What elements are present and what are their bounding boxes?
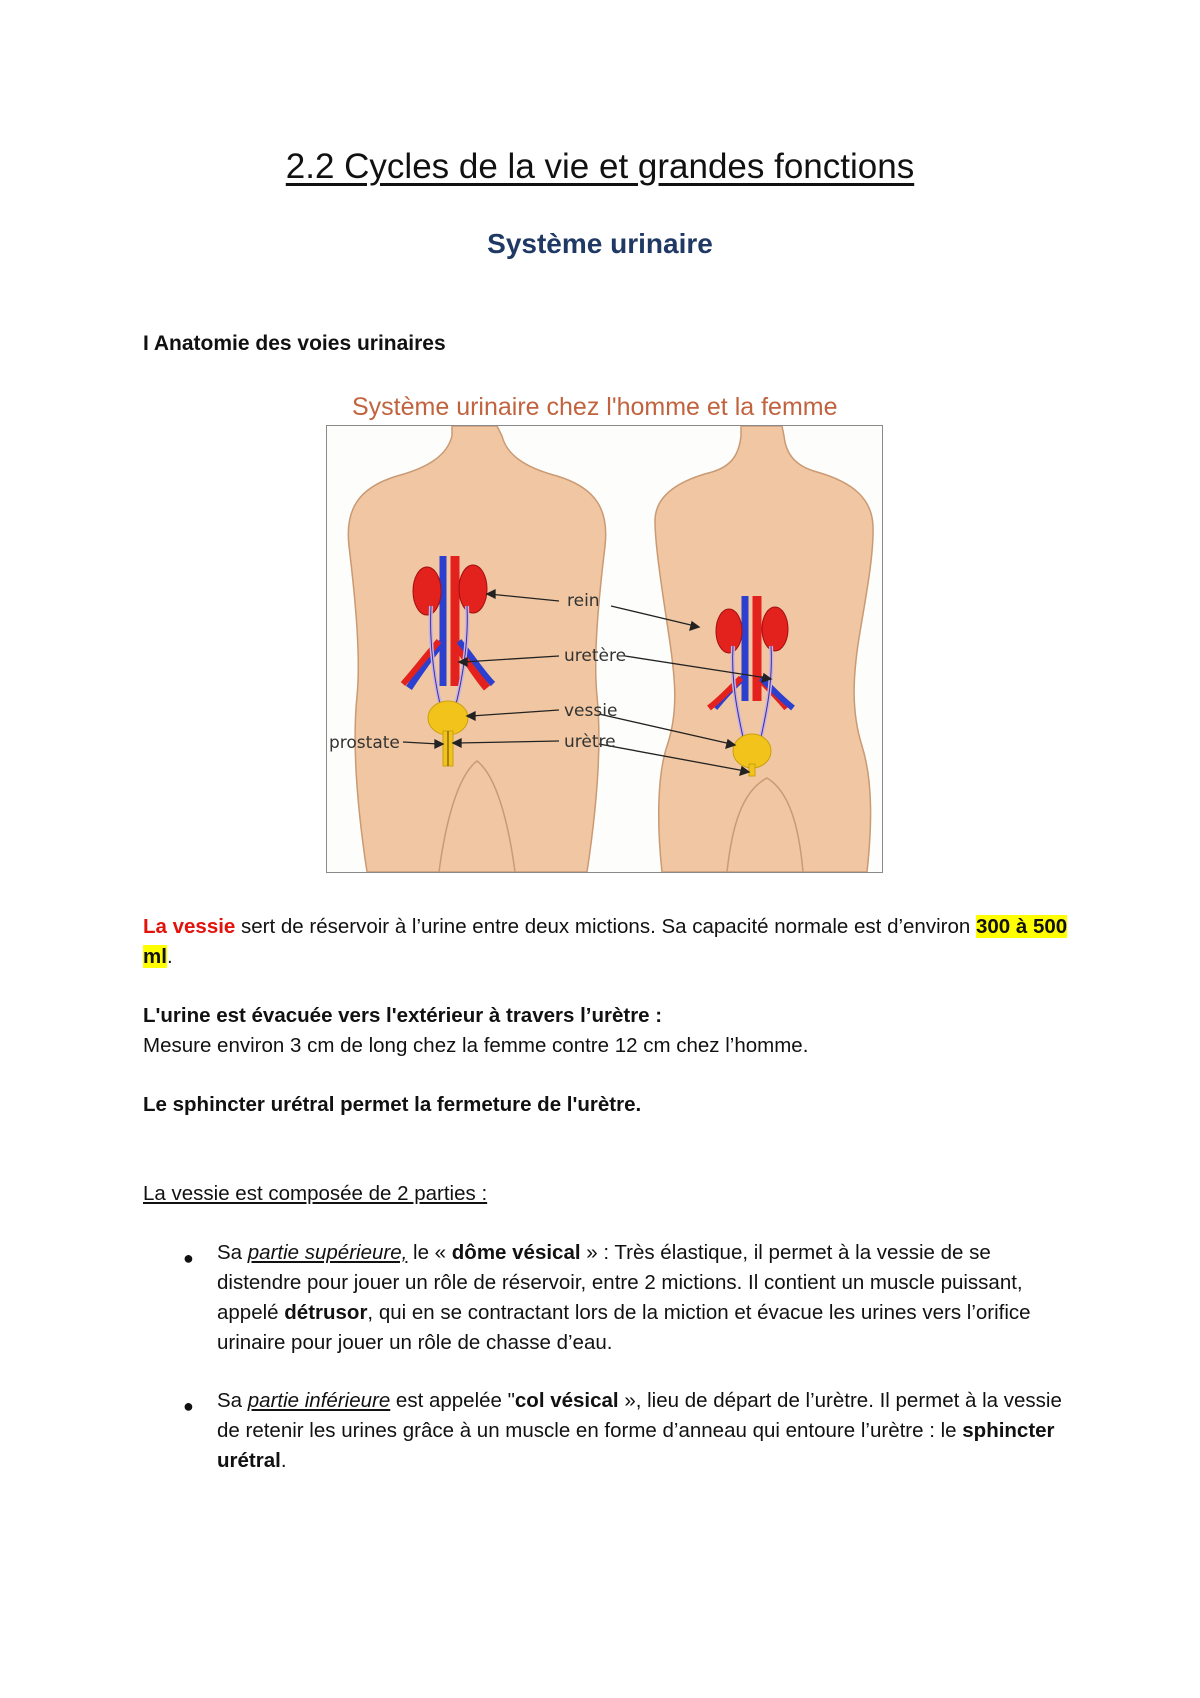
term-sphincter-uretral: sphincter urétral (217, 1419, 1055, 1472)
term-vessie: La vessie (143, 915, 236, 938)
section-heading: I Anatomie des voies urinaires (143, 332, 446, 355)
female-bladder (733, 734, 771, 768)
female-body (655, 426, 873, 872)
term-partie-superieure: partie supérieure, (247, 1241, 408, 1264)
figure-caption: Système urinaire chez l'homme et la femme (352, 393, 838, 421)
urinary-system-figure (320, 385, 890, 875)
anatomy-illustration (327, 426, 882, 872)
label-vessie: vessie (564, 701, 618, 721)
term-partie-inferieure: partie inférieure (247, 1389, 391, 1412)
female-kidney-right (762, 607, 788, 651)
label-prostate: prostate (329, 733, 400, 753)
bullet-dot: ● (183, 1396, 194, 1416)
female-kidney-left (716, 609, 742, 653)
bullet-dot: ● (183, 1248, 194, 1268)
capacity-end: . (166, 945, 173, 968)
label-rein: rein (567, 591, 600, 611)
figure-frame (326, 425, 883, 873)
term-detrusor: détrusor (284, 1301, 368, 1324)
male-kidney-right (459, 565, 487, 613)
vessie-text: sert de réservoir à l’urine entre deux mictions. Sa capacité normale est d’environ (235, 915, 976, 938)
parts-heading (143, 1179, 1083, 1209)
bullet-item-inferior: ● Sa partie inférieure est appelée "col vésical », lieu de départ de l’urètre. Il permet à la vessie de retenir les urines grâce à un muscle en forme d’anneau qui entoure l’urètre : le sphincter urétral. (183, 1389, 1062, 1472)
paragraph-vessie (143, 912, 1083, 972)
sphincter-statement: Le sphincter urétral permet la fermeture de l'urètre. (143, 1093, 642, 1116)
capacity-highlight: 300 à 500 ml (143, 915, 1068, 968)
page-subtitle: Système urinaire (487, 228, 713, 259)
evacuation-title: L'urine est évacuée vers l'extérieur à travers l’urètre : (143, 1004, 663, 1027)
evacuation-text: Mesure environ 3 cm de long chez la femme contre 12 cm chez l’homme. (143, 1034, 809, 1057)
page-title: 2.2 Cycles de la vie et grandes fonctions (285, 147, 915, 186)
label-uretere: uretère (564, 646, 627, 666)
term-dome-vesical: dôme vésical (451, 1241, 581, 1264)
male-kidney-left (413, 567, 441, 615)
parts-heading-text: La vessie est composée de 2 parties : (143, 1182, 488, 1205)
male-bladder (428, 701, 468, 735)
term-col-vesical: col vésical (514, 1389, 619, 1412)
label-uretre: urètre (564, 732, 616, 752)
bullet-item-superior: ● Sa partie supérieure, le « dôme vésical » : Très élastique, il permet à la vessie de se distendre pour jouer un rôle de réservoir, entre 2 mictions. Il contient un muscle puissant, appelé détrusor, qui en se contractant lors de la miction et évacue les urines vers l’orifice urinaire pour jouer un rôle de chasse d’eau. (183, 1241, 1031, 1354)
